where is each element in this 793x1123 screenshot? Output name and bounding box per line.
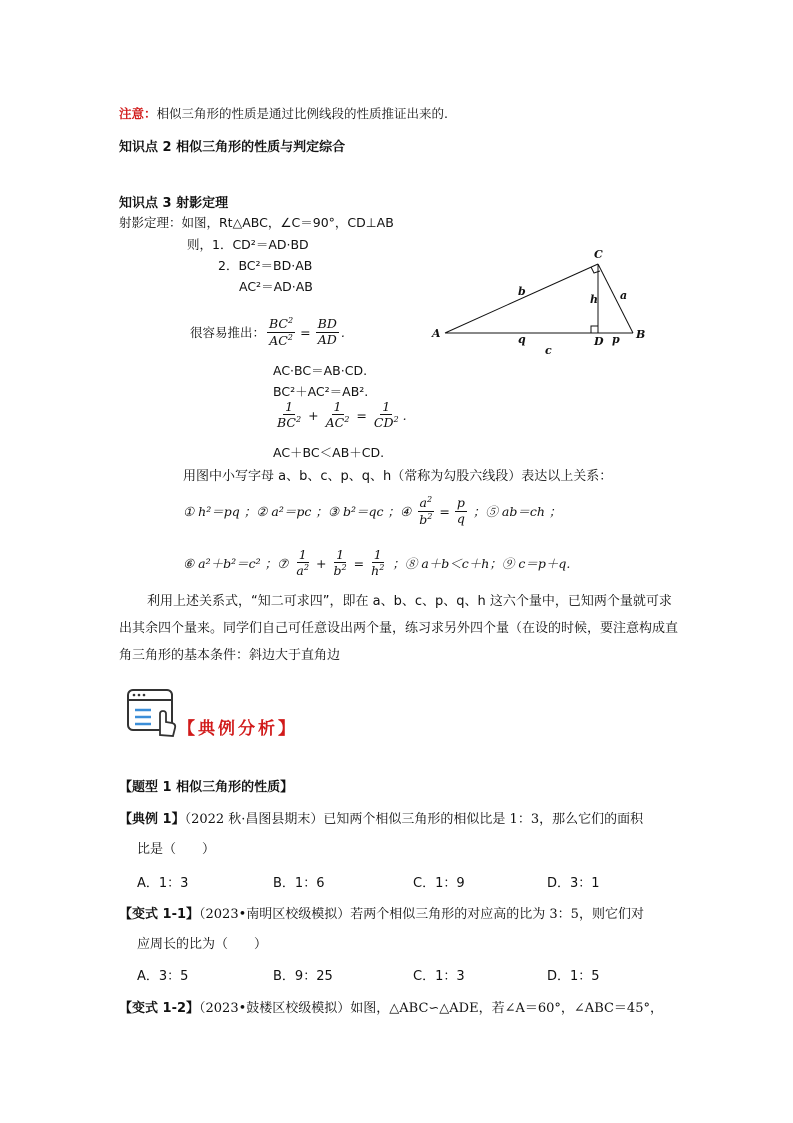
relations-row-1: [183, 492, 561, 530]
right-angle-mark-C: [591, 267, 600, 273]
theorem-intro: 射影定理：如图，Rt△ABC，∠C＝90°，CD⊥AB: [119, 215, 394, 230]
variant-1-2: [119, 997, 663, 1016]
variant-1-1-option-a: A．3：5: [137, 969, 189, 984]
example-1-option-d: D．3：1: [547, 876, 600, 891]
label-q: q: [518, 333, 526, 346]
example-1-text: （2022 秋·昌图县期末）已知两个相似三角形的相似比是 1：3，那么它们的面积: [184, 812, 644, 827]
relations-r1: ① h²＝pq ；② a²＝pc ；③ b²＝qc ；④: [183, 504, 412, 519]
variant-1-1-option-b: B．9：25: [273, 969, 333, 984]
kp3-heading: 知识点 3 射影定理: [119, 196, 229, 211]
example-1-option-c: C．1：9: [413, 876, 465, 891]
reciprocal-formula: $\frac{1}{BC^2}$ + $\frac{1}{AC^2}$ = $\frac{1}{CD^2}$ .: [277, 399, 407, 431]
label-C: C: [594, 248, 603, 261]
relations-row-2: [183, 544, 570, 582]
label-p: p: [612, 333, 620, 346]
note-text: 相似三角形的性质是通过比例线段的性质推证出来的.: [156, 106, 448, 121]
variant-1-1-label: 【变式 1-1】: [119, 907, 200, 922]
example-1-option-a: A．1：3: [137, 876, 189, 891]
label-a: a: [620, 289, 628, 302]
usage-paragraph: 利用上述关系式，“知二可求四”，即在 a、b、c、p、q、h 这六个量中，已知两个量就可求出其余四个量来。同学们自己可任意设出两个量，练习求另外四个量（在设的时候，要注意构成直角三角形的基本条件：斜边大于直角边: [119, 594, 679, 663]
example-analysis-icon: [126, 688, 178, 740]
ratio-formula: $\frac{BC^2}{AC^2}$ = $\frac{BD}{AD}$ .: [269, 315, 345, 348]
variant-1-2-text: （2023•鼓楼区校级模拟）如图，△ABC∽△ADE，若∠A＝60°，∠ABC＝45°，: [199, 1001, 663, 1016]
side-AC: [445, 264, 598, 333]
variant-1-1-option-d: D．1：5: [547, 969, 600, 984]
theorem-line-2: 2．BC²＝BD·AB: [218, 258, 313, 273]
note-label: 注意：: [119, 106, 157, 121]
relations-r5: ；⑤ ab＝ch ；: [472, 504, 562, 519]
variant-1-1-cont: 应周长的比为（ ）: [137, 937, 268, 952]
label-A: A: [432, 327, 441, 340]
example-1: [119, 808, 643, 827]
theorem-line-3: AC²＝AD·AB: [239, 279, 313, 294]
label-b: b: [518, 285, 526, 298]
label-c: c: [545, 344, 552, 357]
derive-line: [190, 316, 345, 348]
example-analysis-title: 【典例分析】: [178, 719, 298, 739]
right-angle-mark-D: [591, 326, 598, 333]
right-triangle-diagram: [428, 245, 660, 357]
label-D: D: [594, 335, 604, 348]
relations-r6: ⑥ a²＋b²＝c² ；⑦: [183, 556, 289, 571]
variant-1-1: [119, 903, 644, 922]
variant-1-1-text: （2023•南明区校级模拟）若两个相似三角形的对应高的比为 3：5，则它们对: [199, 907, 644, 922]
variant-1-2-label: 【变式 1-2】: [119, 1001, 200, 1016]
relation-7-formula: $\frac{1}{a^2}$ + $\frac{1}{b^2}$ = $\frac{1}{h^2}$: [296, 546, 385, 579]
relations-r8: ；⑧ a＋b＜c＋h；⑨ c＝p＋q.: [392, 556, 571, 571]
relation-4-formula: $\frac{a^2}{b^2}$ = $\frac{p}{q}$: [419, 493, 465, 527]
label-B: B: [636, 328, 646, 341]
kp2-heading: 知识点 2 相似三角形的性质与判定综合: [119, 140, 346, 155]
topic-1-heading: 【题型 1 相似三角形的性质】: [119, 780, 294, 795]
theorem-line-1: 则，1．CD²＝AD·BD: [187, 237, 309, 252]
label-h: h: [590, 293, 598, 306]
relations-intro: 用图中小写字母 a、b、c、p、q、h（常称为勾股六线段）表达以上关系：: [183, 469, 613, 484]
example-1-option-b: B．1：6: [273, 876, 325, 891]
side-BC: [598, 264, 633, 333]
theorem-line-6: AC＋BC＜AB＋CD.: [273, 445, 385, 460]
note-line: [119, 104, 448, 122]
example-1-label: 【典例 1】: [119, 812, 185, 827]
variant-1-1-option-c: C．1：3: [413, 969, 465, 984]
theorem-line-5: BC²＋AC²＝AB².: [273, 384, 369, 399]
example-1-cont: 比是（ ）: [137, 842, 216, 857]
theorem-line-4: AC·BC＝AB·CD.: [273, 363, 368, 378]
derive-label: 很容易推出：: [190, 325, 266, 341]
